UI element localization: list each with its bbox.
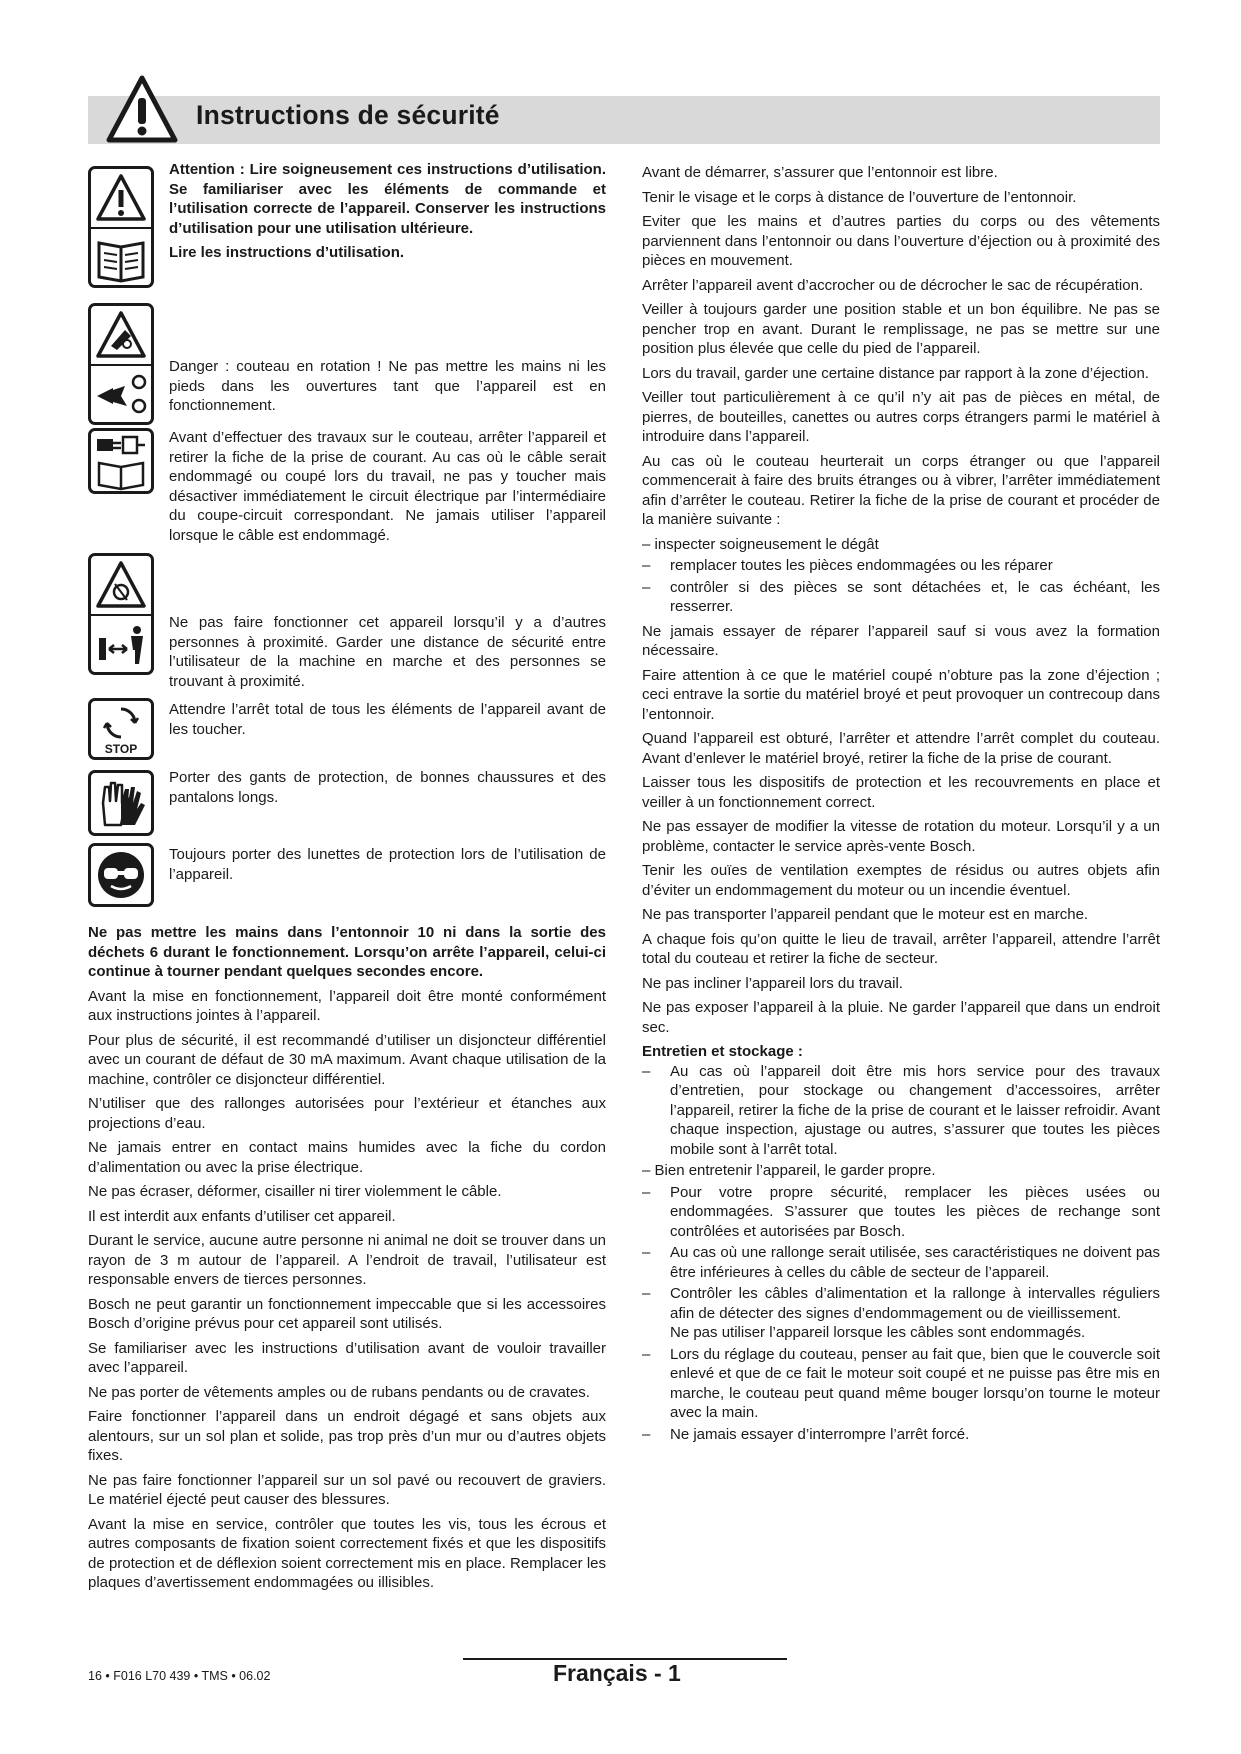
pictogram-warning-manual <box>88 166 154 288</box>
maintenance-text: Ne jamais essayer d’interrompre l’arrêt forcé. <box>670 1425 970 1443</box>
read-manual-paragraph: Lire les instructions d’utilisation. <box>169 244 405 261</box>
paragraph: Avant la mise en fonctionnement, l’appareil doit être monté conformément aux instructions jointes à l’appareil. <box>88 987 606 1024</box>
maintenance-text: Lors du réglage du couteau, penser au fait que, bien que le couvercle soit enlevé et que de ce fait le moteur soit coupé et ne puisse pas être mis en marche, le couteau peut quand même bouger lorsqu’on tourne le moteur avec la main. <box>670 1345 1160 1421</box>
maintenance-text: Au cas où l’appareil doit être mis hors service pour des travaux d’entretien, pour stockage ou changement d’accessoires, arrêter l’appareil, retirer la fiche de la prise de courant et le laisser refroidir. Avant chaque inspection, ajustage ou autres, s’assurer que toutes les pièces mobile sont à l’arrêt total. <box>670 1062 1160 1158</box>
paragraph: Il est interdit aux enfants d’utiliser cet appareil. <box>88 1207 396 1225</box>
pictogram-gloves <box>88 770 154 836</box>
pictogram-unplug <box>88 428 154 494</box>
paragraph: Lors du travail, garder une certaine distance par rapport à la zone d’éjection. <box>642 364 1149 382</box>
dash-marker: – <box>642 1244 651 1261</box>
ejected-debris-warning-icon <box>91 556 151 614</box>
paragraph: Laisser tous les dispositifs de protection et les recouvrements en place et veiller à un fonctionnement correct. <box>642 774 1160 811</box>
unplug-before-maintenance-icon <box>91 431 151 491</box>
stop-text <box>169 700 606 744</box>
paragraph: A chaque fois qu’on quitte le lieu de travail, arrêter l’appareil, attendre l’arrêt total du couteau et retirer la fiche de secteur. <box>642 930 1160 967</box>
dash-marker: – <box>642 1345 651 1363</box>
step-text: contrôler si des pièces se sont détachées et, le cas échéant, les resserrer. <box>670 578 1160 615</box>
unplug-paragraph: Avant d’effectuer des travaux sur le couteau, arrêter l’appareil et retirer la fiche de la prise de courant. Au cas où le câble serait endommagé ou coupé lors du travail, ne pas y toucher mais désactiver immédiatement le circuit électrique par l’intermédiaire du coupe-circuit correspondant. Ne jamais utiliser l’appareil lorsque le câble est endommagé. <box>169 429 606 544</box>
paragraph: Tenir les ouïes de ventilation exemptes de résidus ou autres objets afin d’éviter un endommagement du moteur ou un incendie éventuel. <box>642 862 1160 899</box>
paragraph: Durant le service, aucune autre personne ni animal ne doit se trouver dans un rayon de 3 m autour de l’appareil. A l’endroit de travail, l’utilisateur est responsable envers de tierces personnes. <box>88 1232 606 1288</box>
paragraph: Ne pas faire fonctionner l’appareil sur un sol pavé ou recouvert de graviers. Le matériel éjecté peut causer des blessures. <box>88 1471 606 1508</box>
danger-paragraph: Danger : couteau en rotation ! Ne pas mettre les mains ni les pieds dans les ouvertures tant que l’appareil est en fonctionnement. <box>169 358 606 414</box>
maintenance-item <box>642 1243 1160 1282</box>
pictogram-stop <box>88 698 154 760</box>
paragraph: Ne pas essayer de modifier la vitesse de rotation du moteur. Lorsqu’il y a un problème, contacter le service après-vente Bosch. <box>642 818 1160 855</box>
pictogram-goggles <box>88 843 154 907</box>
paragraph: Eviter que les mains et d’autres parties du corps ou des vêtements parviennent dans l’entonnoir ou dans l’ouverture d’éjection ou à proximité des pièces en mouvement. <box>642 213 1160 269</box>
dash-marker: – <box>642 1183 651 1201</box>
maintenance-item <box>642 1323 1160 1343</box>
paragraph: Avant la mise en service, contrôler que toutes les vis, tous les écrous et autres composants de fixation soient correctement fixés et que les dispositifs de protection et de déflexion soient correctement mis en place. Remplacer les plaques d’avertissement endommagées ou illisibles. <box>88 1515 606 1591</box>
paragraph: Veiller à toujours garder une position stable et un bon équilibre. Ne pas se pencher trop en avant. Durant le remplissage, ne pas se mettre sur une position plus élevée que celle du pied de l’appareil. <box>642 301 1160 357</box>
paragraph: Ne pas exposer l’appareil à la pluie. Ne garder l’appareil que dans un endroit sec. <box>642 999 1160 1036</box>
wear-goggles-icon <box>91 846 151 904</box>
paragraph: Ne pas transporter l’appareil pendant que le moteur est en marche. <box>642 906 1089 923</box>
danger-text <box>169 357 606 421</box>
step-item <box>642 556 1160 576</box>
warning-triangle-icon <box>91 169 151 227</box>
paragraph: Ne pas incliner l’appareil lors du travail. <box>642 974 903 992</box>
paragraph: Pour plus de sécurité, il est recommandé d’utiliser un disjoncteur différentiel avec un courant de défaut de 30 mA maximum. Avant chaque utilisation de la machine, contrôler ce disjoncteur différentiel. <box>88 1031 606 1088</box>
paragraph: Avant de démarrer, s’assurer que l’entonnoir est libre. <box>642 164 998 181</box>
paragraph: Se familiariser avec les instructions d’utilisation avant de vouloir travailler avec l’appareil. <box>88 1339 606 1376</box>
paragraph: Veiller tout particulièrement à ce qu’il n’y ait pas de pièces en métal, de pierres, de bouteilles, canettes ou autres corps étrangers parmi le matériel à introduire dans l’appareil. <box>642 389 1160 445</box>
paragraph: Faire fonctionner l’appareil dans un endroit dégagé et sans objets aux alentours, sur un sol plan et solide, pas trop près d’un mur ou d’autres objets fixes. <box>88 1408 606 1464</box>
hand-foot-blade-icon <box>91 366 151 424</box>
goggles-text <box>169 845 606 889</box>
paragraph: N’utiliser que des rallonges autorisées pour l’extérieur et étanches aux projections d’eau. <box>88 1095 606 1132</box>
maintenance-text: Ne pas utiliser l’appareil lorsque les câbles sont endommagés. <box>670 1324 1086 1341</box>
maintenance-text: Contrôler les câbles d’alimentation et la rallonge à intervalles réguliers afin de détecter des signes d’endommagement ou de vieillissement. <box>670 1285 1160 1322</box>
funnel-warning: Ne pas mettre les mains dans l’entonnoir 10 ni dans la sortie des déchets 6 durant le fonctionnement. Lorsqu’on arrête l’appareil, celui-ci continue à tourner pendant quelques secondes encore. <box>88 924 606 980</box>
maintenance-item <box>642 1425 1160 1445</box>
maintenance-item <box>642 1183 1160 1242</box>
maintenance-text: Pour votre propre sécurité, remplacer les pièces usées ou endommagées. S’assurer que toutes les pièces de rechange sont contrôlées et autorisées par Bosch. <box>670 1183 1160 1240</box>
dash-marker: – <box>642 1285 651 1302</box>
wait-stop-icon <box>91 701 151 757</box>
paragraph: Bosch ne peut garantir un fonctionnement impeccable que si les accessoires Bosch d’origine prévus pour cet appareil sont utilisés. <box>88 1295 606 1332</box>
maintenance-item <box>642 1062 1160 1160</box>
step-text: remplacer toutes les pièces endommagées ou les réparer <box>670 557 1053 574</box>
maintenance-heading: Entretien et stockage : <box>642 1043 803 1060</box>
paragraph: Quand l’appareil est obturé, l’arrêter et attendre l’arrêt complet du couteau. Avant d’enlever le matériel broyé, retirer la fiche de la prise de courant. <box>642 730 1160 767</box>
rotating-blade-warning-icon <box>91 306 151 364</box>
paragraph: Ne jamais essayer de réparer l’appareil sauf si vous avez la formation nécessaire. <box>642 622 1160 659</box>
keep-distance-icon <box>91 616 151 674</box>
paragraph: Ne jamais entrer en contact mains humides avec la fiche du cordon d’alimentation ou avec la prise électrique. <box>88 1139 606 1176</box>
pictogram-bystanders <box>88 553 154 675</box>
read-manual-icon <box>91 229 151 287</box>
footer-code: 16 • F016 L70 439 • TMS • 06.02 <box>88 1669 271 1683</box>
paragraph: Arrêter l’appareil avent d’accrocher ou de décrocher le sac de récupération. <box>642 276 1144 294</box>
dash-marker: – <box>642 1425 651 1443</box>
gloves-text <box>169 768 606 812</box>
paragraph: Faire attention à ce que le matériel coupé n’obture pas la zone d’éjection ; ceci entrave la sortie du matériel broyé et peut provoquer un contrecoup dans l’entonnoir. <box>642 666 1160 723</box>
bystanders-text <box>169 613 606 696</box>
footer-language: Français - 1 <box>553 1660 681 1686</box>
maintenance-text: – Bien entretenir l’appareil, le garder propre. <box>642 1162 936 1179</box>
maintenance-text: Au cas où une rallonge serait utilisée, ses caractéristiques ne doivent pas être inférieures à celles du câble de secteur de l’appareil. <box>670 1244 1160 1281</box>
dash-marker: – <box>642 578 651 596</box>
bystanders-paragraph: Ne pas faire fonctionner cet appareil lorsqu’il y a d’autres personnes à proximité. Garder une distance de sécurité entre l’utilisateur de la machine en marche et des personnes se trouvant à proximité. <box>169 614 606 690</box>
wear-gloves-icon <box>91 773 151 833</box>
stop-paragraph: Attendre l’arrêt total de tous les éléments de l’appareil avant de les toucher. <box>169 701 606 738</box>
attention-paragraph: Attention : Lire soigneusement ces instructions d’utilisation. Se familiariser avec les éléments de commande et l’utilisation correcte de l’appareil. Conserver les instructions d’utilisation pour une utilisation ultérieure. <box>169 161 606 237</box>
maintenance-item <box>642 1345 1160 1423</box>
goggles-paragraph: Toujours porter des lunettes de protection lors de l’utilisation de l’appareil. <box>169 846 606 883</box>
step-text: – inspecter soigneusement le dégât <box>642 535 879 553</box>
paragraph: Tenir le visage et le corps à distance de l’ouverture de l’entonnoir. <box>642 188 1077 206</box>
left-pictogram-texts <box>169 160 606 268</box>
gloves-paragraph: Porter des gants de protection, de bonnes chaussures et des pantalons longs. <box>169 769 606 806</box>
paragraph: Au cas où le couteau heurterait un corps étranger ou que l’appareil commencerait à faire des bruits étranges ou à vibrer, l’arrêter immédiatement afin d’arrêter le couteau. Retirer la fiche de la prise de courant et procéder de la manière suivante : <box>642 452 1160 528</box>
paragraph: Ne pas porter de vêtements amples ou de rubans pendants ou de cravates. <box>88 1383 590 1401</box>
dash-marker: – <box>642 1062 651 1080</box>
dash-marker: – <box>642 557 651 574</box>
right-column-body <box>642 163 1160 1446</box>
unplug-text <box>169 428 606 550</box>
stop-label: STOP <box>104 742 138 756</box>
pictogram-rotating-blade <box>88 303 154 425</box>
warning-triangle-icon <box>106 74 178 156</box>
left-column-body <box>88 923 606 1598</box>
maintenance-item <box>642 1284 1160 1323</box>
paragraph: Ne pas écraser, déformer, cisailler ni tirer violemment le câble. <box>88 1183 502 1200</box>
maintenance-item <box>642 1161 1160 1181</box>
step-item <box>642 535 1160 555</box>
page-title: Instructions de sécurité <box>196 100 500 130</box>
step-item <box>642 578 1160 617</box>
